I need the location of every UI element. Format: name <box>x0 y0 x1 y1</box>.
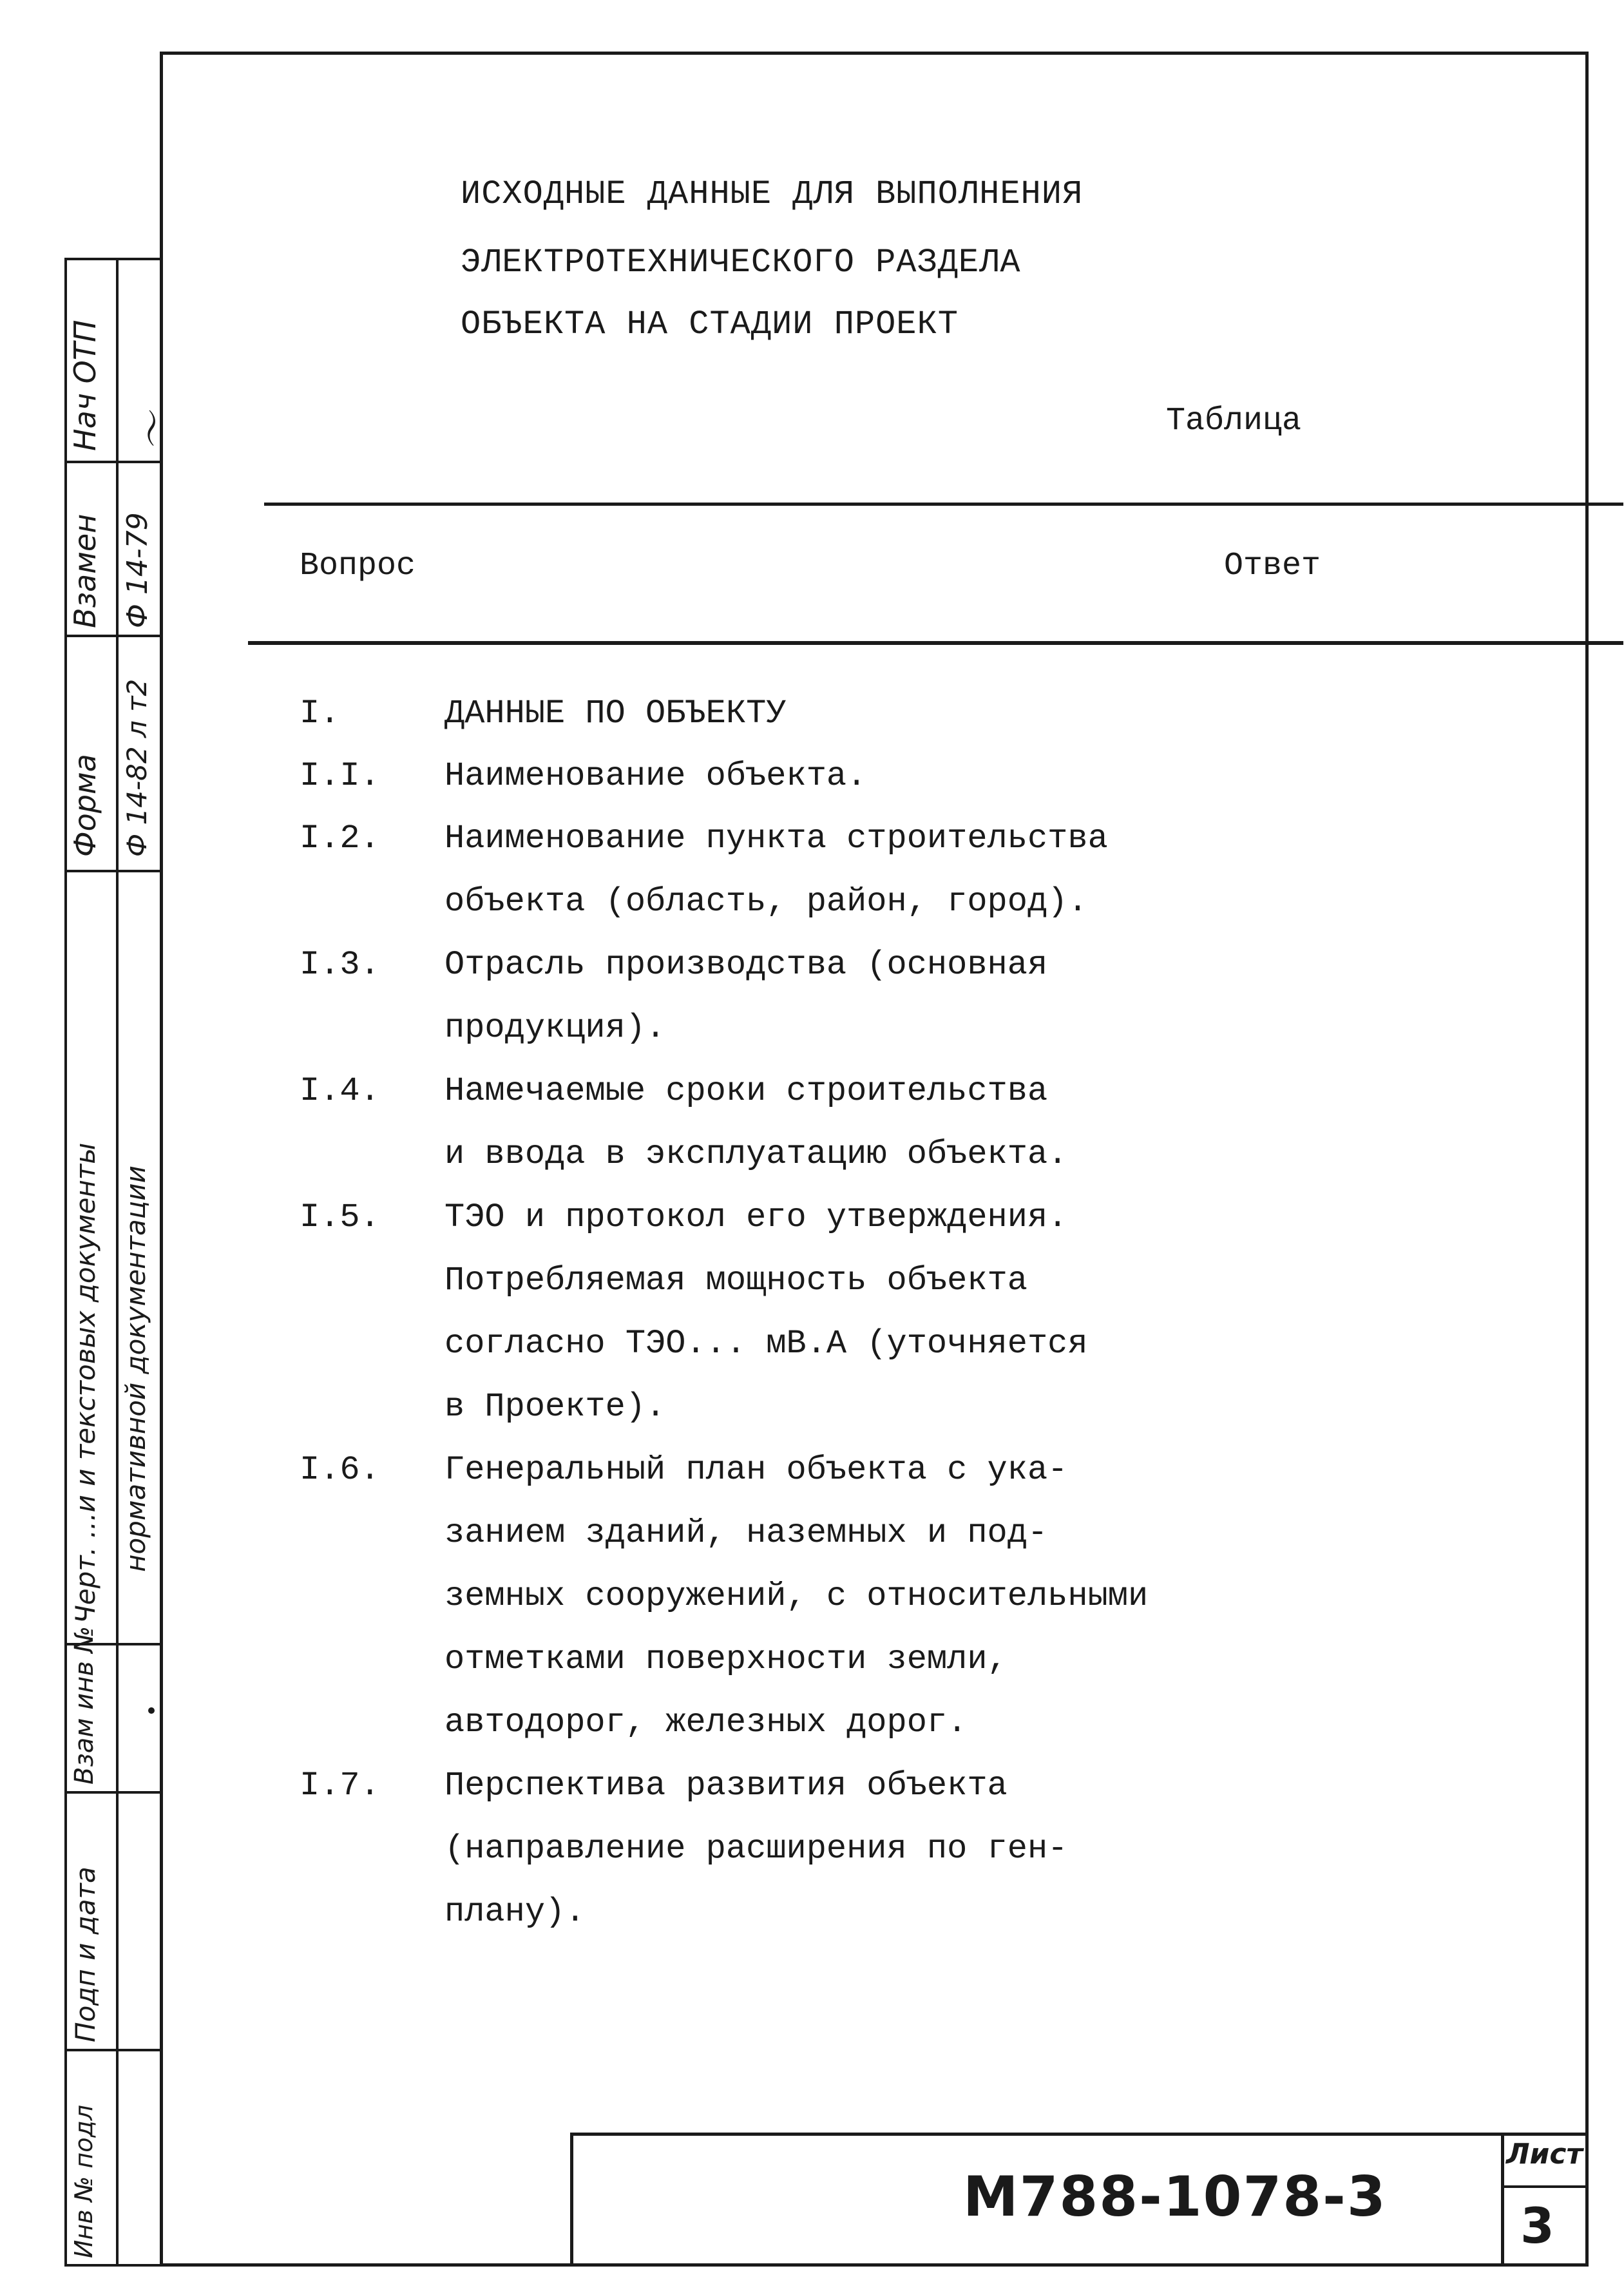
item-text: Перспектива развития объекта <box>444 1767 1008 1805</box>
item-text: объекта (область, район, город). <box>444 883 1088 921</box>
stamp-vzamen: Взамен <box>68 513 102 628</box>
table-header-bottom-rule <box>248 641 1623 645</box>
sheet-number: 3 <box>1520 2197 1554 2254</box>
item-text: в Проекте). <box>444 1388 666 1426</box>
stamp-podp-data: Подп и дата <box>70 1866 101 2042</box>
stamp-divider <box>64 461 161 463</box>
item-number: I.6. <box>300 1451 380 1489</box>
item-number: I.I. <box>300 757 380 795</box>
item-text: Генеральный план объекта с ука- <box>444 1451 1068 1489</box>
item-text: отметками поверхности земли, <box>444 1640 1008 1678</box>
stamp-vzam-inv: Взам инв № <box>70 1626 99 1785</box>
stamp-divider <box>64 258 161 260</box>
stamp-border-left <box>64 258 67 2267</box>
sheet-box-divider <box>1501 2185 1589 2188</box>
stamp-forma: Форма <box>68 754 102 857</box>
item-text: продукция). <box>444 1009 666 1047</box>
signature-mark: 〜 <box>131 412 176 451</box>
item-text: занием зданий, наземных и под- <box>444 1514 1048 1552</box>
stamp-border-mid <box>116 258 119 2267</box>
stamp-forma-value: Ф 14-82 л т2 <box>121 678 153 857</box>
item-text: ДАННЫЕ ПО ОБЪЕКТУ <box>444 695 787 733</box>
table-header-top-rule <box>264 503 1623 506</box>
column-header-question: Вопрос <box>300 548 416 584</box>
stamp-inv-podl: Инв № подл <box>70 2104 98 2258</box>
document-code: M788-1078-3 <box>963 2165 1387 2229</box>
item-number: I.4. <box>300 1072 380 1110</box>
stamp-nach-otp: Нач ОТП <box>68 320 102 451</box>
heading-line-2: ЭЛЕКТРОТЕХНИЧЕСКОГО РАЗДЕЛА <box>461 244 1021 282</box>
item-number: I.3. <box>300 946 380 984</box>
stamp-divider <box>64 1791 161 1794</box>
item-text: ТЭО и протокол его утверждения. <box>444 1198 1068 1236</box>
item-text: Отрасль производства (основная <box>444 946 1048 984</box>
stamp-drawings: Черт. ...и и текстовых документы <box>70 1142 101 1624</box>
stamp-divider <box>64 2049 161 2051</box>
item-text: Намечаемые сроки строительства <box>444 1072 1048 1110</box>
stamp-vzamen-value: Ф 14-79 <box>121 512 154 628</box>
table-label: Таблица <box>1166 403 1302 439</box>
column-header-answer: Ответ <box>1224 548 1321 584</box>
item-text: Наименование объекта. <box>444 757 867 795</box>
item-number: I.2. <box>300 820 380 858</box>
item-text: и ввода в эксплуатацию объекта. <box>444 1135 1068 1173</box>
stamp-divider <box>64 635 161 637</box>
item-number: I.7. <box>300 1767 380 1805</box>
heading-line-3: ОБЪЕКТА НА СТАДИИ ПРОЕКТ <box>461 305 959 343</box>
item-text: Наименование пункта строительства <box>444 820 1108 858</box>
item-text: автодорог, железных дорог. <box>444 1703 968 1741</box>
item-number: I. <box>300 695 340 733</box>
item-number: I.5. <box>300 1198 380 1236</box>
item-text: Потребляемая мощность объекта <box>444 1261 1027 1300</box>
stamp-divider <box>64 2264 161 2267</box>
stamp-dot <box>148 1707 155 1714</box>
item-text: плану). <box>444 1893 586 1931</box>
stamp-normative: нормативной документации <box>120 1165 151 1572</box>
heading-line-1: ИСХОДНЫЕ ДАННЫЕ ДЛЯ ВЫПОЛНЕНИЯ <box>461 175 1084 213</box>
stamp-divider <box>64 870 161 872</box>
item-text: (направление расширения по ген- <box>444 1830 1068 1868</box>
item-text: согласно ТЭО... мВ.А (уточняется <box>444 1325 1088 1363</box>
sheet-label: Лист <box>1506 2138 1583 2171</box>
item-text: земных сооружений, с относительными <box>444 1577 1149 1615</box>
